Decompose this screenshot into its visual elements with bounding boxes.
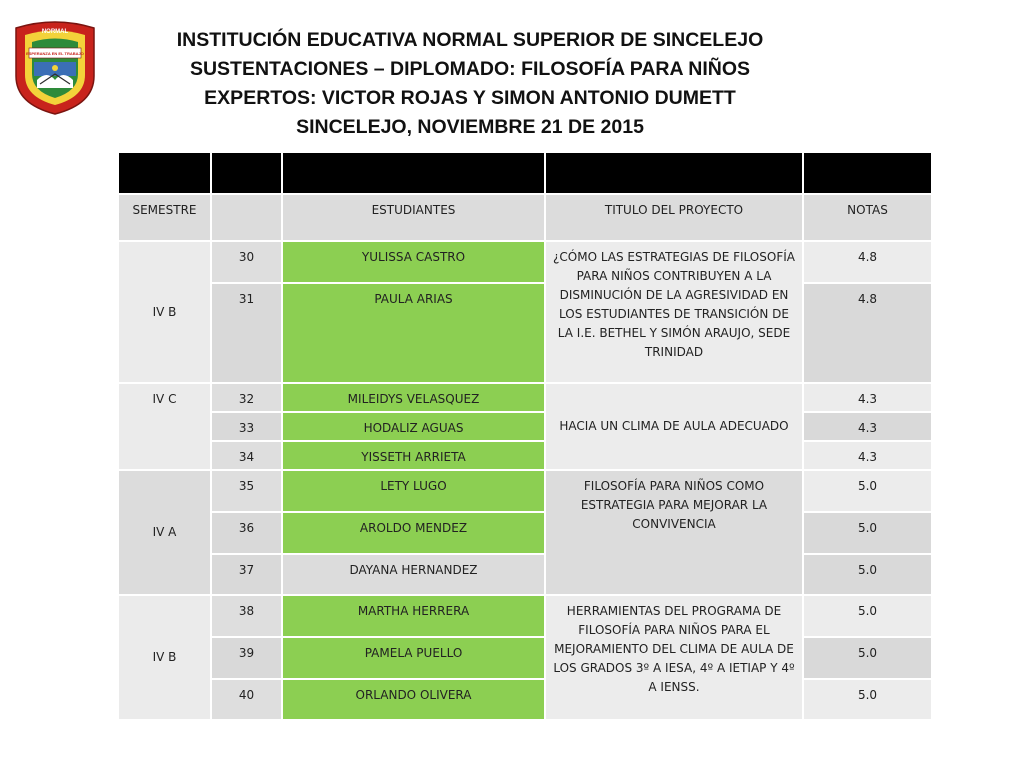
document-header (110, 26, 830, 142)
institution-title: INSTITUCIÓN EDUCATIVA NORMAL SUPERIOR DE SINCELEJO (176, 29, 764, 51)
project-title: HACIA UN CLIMA DE AULA ADECUADO (545, 383, 803, 470)
grade-cell: 5.0 (803, 637, 932, 679)
student-name: LETY LUGO (282, 470, 545, 512)
table-row (118, 383, 932, 412)
student-name: PAULA ARIAS (282, 283, 545, 383)
table-row (118, 679, 932, 720)
semester-cell: IV A (118, 470, 211, 595)
student-number: 34 (211, 441, 282, 470)
table-row (118, 595, 932, 637)
student-name: ORLANDO OLIVERA (282, 679, 545, 720)
table-row (118, 512, 932, 554)
grade-cell: 4.3 (803, 441, 932, 470)
project-title: FILOSOFÍA PARA NIÑOS COMO ESTRATEGIA PARA MEJORAR LA CONVIVENCIA (545, 470, 803, 595)
student-number: 37 (211, 554, 282, 595)
student-number: 35 (211, 470, 282, 512)
date-line: SINCELEJO, NOVIEMBRE 21 DE 2015 (296, 116, 644, 138)
grade-cell: 5.0 (803, 554, 932, 595)
experts-line: EXPERTOS: VICTOR ROJAS Y SIMON ANTONIO DUMETT (204, 87, 736, 109)
table-row (118, 637, 932, 679)
grade-cell: 4.3 (803, 383, 932, 412)
table-row (118, 283, 932, 383)
project-title: HERRAMIENTAS DEL PROGRAMA DE FILOSOFÍA PARA NIÑOS PARA EL MEJORAMIENTO DEL CLIMA DE AULA DE LOS GRADOS 3º A IESA, 4º A IETIAP Y 4º A IENSS. (545, 595, 803, 720)
column-header: SEMESTRE (118, 194, 211, 241)
semester-cell: IV B (118, 595, 211, 720)
student-number: 36 (211, 512, 282, 554)
table-top-bar (118, 152, 932, 194)
logo-banner-text: ESPERANZA EN EL TRABAJO (26, 51, 84, 56)
grades-table (117, 151, 933, 721)
student-number: 32 (211, 383, 282, 412)
logo-top-text: NORMAL (41, 29, 69, 35)
semester-cell: IV C (118, 383, 211, 470)
student-number: 31 (211, 283, 282, 383)
student-number: 40 (211, 679, 282, 720)
student-name: YISSETH ARRIETA (282, 441, 545, 470)
grade-cell: 5.0 (803, 679, 932, 720)
column-header: TITULO DEL PROYECTO (545, 194, 803, 241)
student-name: HODALIZ AGUAS (282, 412, 545, 441)
school-shield-logo (12, 18, 98, 116)
grade-cell: 4.8 (803, 241, 932, 283)
grade-cell: 5.0 (803, 595, 932, 637)
student-name: MARTHA HERRERA (282, 595, 545, 637)
student-name: DAYANA HERNANDEZ (282, 554, 545, 595)
project-title: ¿CÓMO LAS ESTRATEGIAS DE FILOSOFÍA PARA NIÑOS CONTRIBUYEN A LA DISMINUCIÓN DE LA AGRESIVIDAD EN LOS ESTUDIANTES DE TRANSICIÓN DE LA I.E. BETHEL Y SIMÓN ARAUJO, SEDE TRINIDAD (545, 241, 803, 383)
column-header: ESTUDIANTES (282, 194, 545, 241)
student-name: AROLDO MENDEZ (282, 512, 545, 554)
student-number: 33 (211, 412, 282, 441)
table-row (118, 470, 932, 512)
student-number: 39 (211, 637, 282, 679)
grade-cell: 4.3 (803, 412, 932, 441)
grade-cell: 5.0 (803, 512, 932, 554)
student-name: MILEIDYS VELASQUEZ (282, 383, 545, 412)
column-header: NOTAS (803, 194, 932, 241)
semester-cell: IV B (118, 241, 211, 383)
student-name: PAMELA PUELLO (282, 637, 545, 679)
table-header-row (118, 194, 932, 241)
event-title: SUSTENTACIONES – DIPLOMADO: FILOSOFÍA PARA NIÑOS (189, 58, 751, 80)
table-row (118, 441, 932, 470)
grade-cell: 4.8 (803, 283, 932, 383)
student-number: 38 (211, 595, 282, 637)
student-name: YULISSA CASTRO (282, 241, 545, 283)
table-row (118, 412, 932, 441)
student-number: 30 (211, 241, 282, 283)
table-row (118, 241, 932, 283)
table-row (118, 554, 932, 595)
grade-cell: 5.0 (803, 470, 932, 512)
column-header (211, 194, 282, 241)
